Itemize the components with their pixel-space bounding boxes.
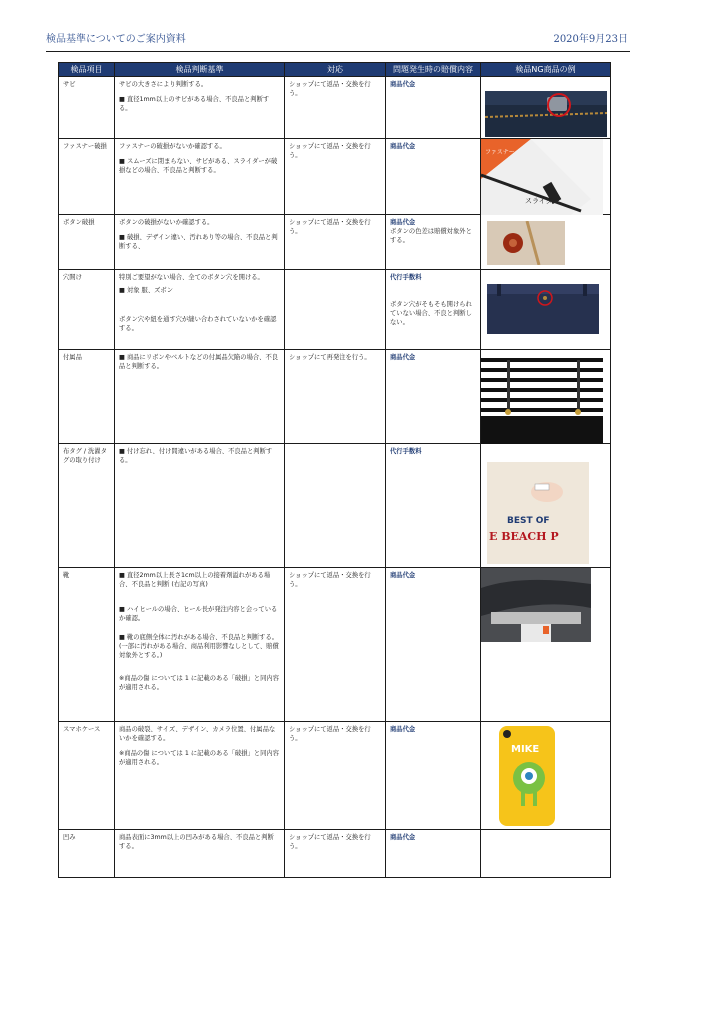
item-name: サビ [63, 81, 76, 88]
table-row [59, 568, 611, 722]
criteria-text: 特別ご要望がない場合、全てのボタン穴を開ける。 [119, 274, 264, 281]
criteria-text: ■ スムーズに閉まらない、サビがある、スライダーが破損などの場合、不良品と判断する。 [119, 158, 278, 174]
table-row [59, 77, 611, 139]
compensation-link[interactable]: 代行手数料 [390, 448, 422, 455]
rust-zipper-photo [485, 91, 607, 137]
item-name: 布タグ / 洗濯タグの取り付け [63, 448, 107, 464]
compensation-link[interactable]: 商品代金 [390, 81, 416, 88]
criteria-text: ボタン穴や紐を通す穴が縫い合わされていないかを確認する。 [119, 316, 277, 332]
table-row [59, 444, 611, 568]
table-row [59, 270, 611, 350]
broken-button-photo [487, 221, 565, 265]
item-name: 付属品 [63, 354, 82, 361]
column-header-action: 対応 [285, 63, 386, 77]
item-name: 凹み [63, 834, 76, 841]
column-header-criteria: 検品判断基準 [115, 63, 285, 77]
action-text: ショップにて返品・交換を行う。 [289, 143, 371, 159]
item-name: スマホケース [63, 726, 101, 733]
action-text: ショップにて再発注を行う。 [289, 354, 371, 361]
action-text: ショップにて返品・交換を行う。 [289, 81, 371, 97]
action-text [285, 444, 385, 450]
criteria-text: ■ 商品にリボンやベルトなどの付属品欠陥の場合、不良品と判断する。 [119, 354, 279, 370]
accessory-missing-photo [481, 350, 603, 444]
tag-missing-photo [487, 462, 589, 564]
compensation-link[interactable]: 商品代金 [390, 354, 416, 361]
criteria-text: ■ ハイヒールの場合、ヒール長が発注内容と会っているか確認。 [119, 606, 278, 622]
table-header-row [59, 63, 611, 77]
shoe-glue-photo [481, 568, 591, 642]
criteria-text: ■ 直径1mm以上のサビがある場合、不良品と判断する。 [119, 96, 270, 112]
table-row [59, 722, 611, 830]
criteria-text: ※商品の傷 については 1 に記載のある「破損」と同内容が適用される。 [119, 750, 279, 766]
criteria-text: ■ 対象 服、ズボン [119, 287, 174, 294]
compensation-note: ボタン穴がそもそも開けられていない場合、不良と判断しない。 [390, 301, 472, 326]
column-header-compensation: 問題発生時の賠償内容 [386, 63, 481, 77]
compensation-note: ボタンの色差は賠償対象外とする。 [390, 228, 472, 244]
fastener-label: ファスナー [485, 149, 515, 156]
table-row [59, 215, 611, 270]
action-text: ショップにて返品・交換を行う。 [289, 219, 371, 235]
action-text [285, 270, 385, 276]
compensation-link[interactable]: 商品代金 [390, 143, 416, 150]
action-text: ショップにて返品・交換を行う。 [289, 572, 371, 588]
item-name: ファスナー破損 [63, 143, 107, 150]
shirt-print-text-2: E BEACH P [489, 530, 559, 543]
criteria-text: ■ 直径2mm以上長さ1cm以上の接着剤溢れがある場合、不良品と判断 (右記の写真) [119, 572, 271, 588]
criteria-text: 商品表面に3mm以上の凹みがある場合、不良品と判断する。 [119, 834, 274, 850]
table-row [59, 139, 611, 215]
compensation-link[interactable]: 商品代金 [390, 219, 416, 226]
pants-buttonhole-photo [487, 284, 599, 334]
item-name: ボタン破損 [63, 219, 95, 226]
document-title: 検品基準についてのご案内資料 [46, 34, 186, 45]
compensation-link[interactable]: 代行手数料 [390, 274, 422, 281]
criteria-text: ■ 靴の底側全体に汚れがある場合、不良品と判断する。(一部に汚れがある場合、商品利用影響なしとして、賠償対象外とする。) [119, 634, 279, 659]
shirt-print-text-1: BEST OF [507, 516, 550, 526]
phone-case-photo [499, 726, 555, 826]
table-row [59, 830, 611, 878]
slider-label: スライダー [525, 197, 560, 205]
column-header-item: 検品項目 [59, 63, 115, 77]
action-text: ショップにて返品・交換を行う。 [289, 726, 371, 742]
criteria-text: ファスナーの破損がないか確認する。 [119, 143, 226, 150]
column-header-example: 検品NG商品の例 [481, 63, 611, 77]
phone-case-text: MIKE [511, 744, 540, 755]
criteria-text: 商品の破裂、サイズ、デザイン、カメラ位置、付属品ないかを確認する。 [119, 726, 276, 742]
compensation-link[interactable]: 商品代金 [390, 726, 416, 733]
criteria-text: ※商品の傷 については 1 に記載のある「破損」と同内容が適用される。 [119, 675, 279, 691]
criteria-text: ボタンの破損がないか確認する。 [119, 219, 214, 226]
item-name: 穴開け [63, 274, 82, 281]
compensation-link[interactable]: 商品代金 [390, 572, 416, 579]
item-name: 靴 [63, 572, 70, 579]
criteria-text: サビの大きさにより判断する。 [119, 81, 208, 88]
header-rule [46, 51, 630, 52]
inspection-table [58, 62, 611, 878]
compensation-link[interactable]: 商品代金 [390, 834, 416, 841]
action-text: ショップにて返品・交換を行う。 [289, 834, 371, 850]
criteria-text: ■ 破損、デザイン違い、汚れあり等の場合、不良品と判断する、 [119, 234, 278, 250]
criteria-text: ■ 付け忘れ、付け間違いがある場合、不良品と判断する。 [119, 448, 273, 464]
document-date: 2020年9月23日 [553, 34, 628, 45]
table-row [59, 350, 611, 444]
